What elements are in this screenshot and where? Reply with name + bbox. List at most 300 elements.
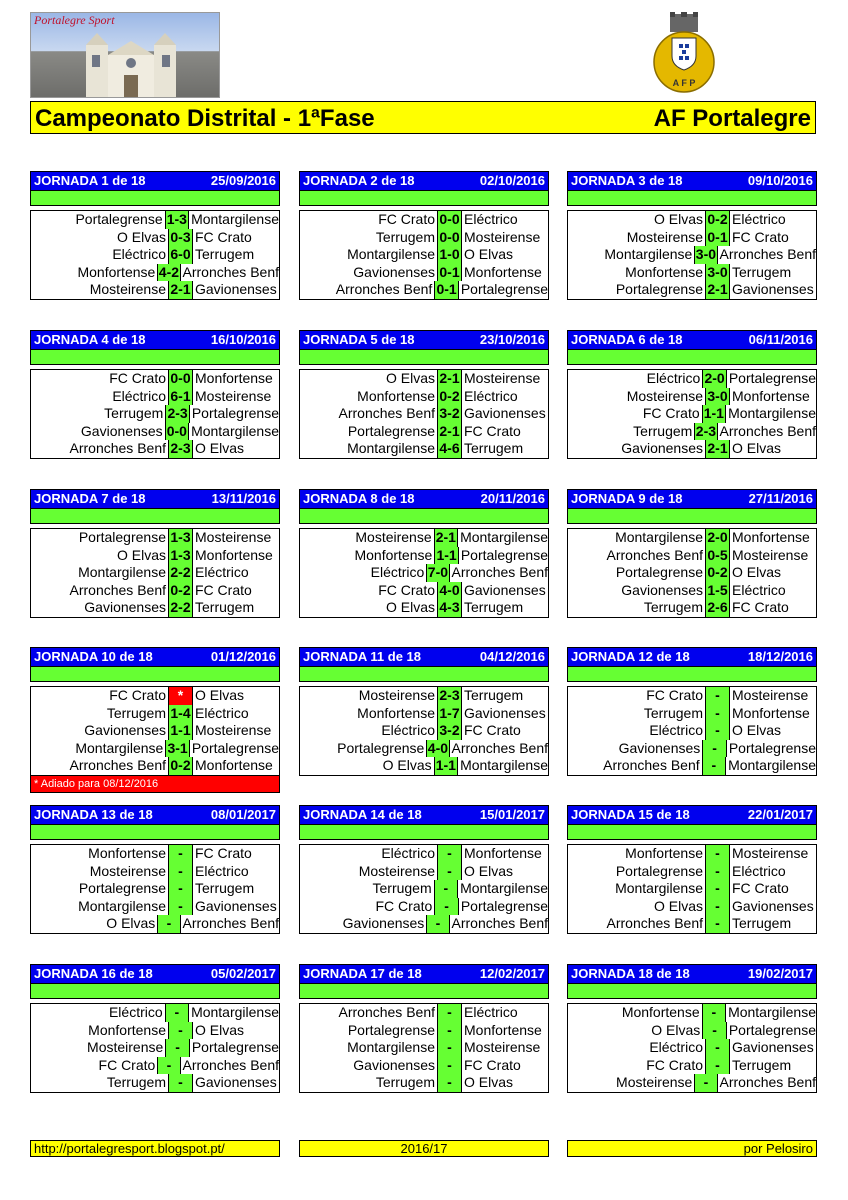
away-team: O Elvas bbox=[464, 1074, 514, 1091]
score: 1-4 bbox=[169, 705, 193, 723]
home-team: FC Crato bbox=[31, 687, 169, 705]
game-row bbox=[31, 370, 279, 388]
home-team: Mosteirense bbox=[568, 1074, 695, 1092]
away-team: Portalegrense bbox=[728, 739, 816, 756]
away-team: Gavionenses bbox=[464, 581, 546, 598]
score: 2-1 bbox=[438, 370, 462, 388]
score: 4-6 bbox=[438, 440, 462, 458]
score: - bbox=[438, 1004, 462, 1022]
home-team: Monfortense bbox=[31, 845, 169, 863]
away-team: Portalegrense bbox=[460, 281, 548, 298]
round-block bbox=[30, 489, 280, 618]
home-team: Mosteirense bbox=[31, 1039, 166, 1057]
score: 2-3 bbox=[438, 687, 462, 705]
home-team: Monfortense bbox=[31, 1022, 169, 1040]
home-team: FC Crato bbox=[300, 898, 435, 916]
home-team: Portalegrense bbox=[300, 423, 438, 441]
game-row bbox=[31, 211, 279, 229]
home-team: Terrugem bbox=[300, 1074, 438, 1092]
score: 2-3 bbox=[169, 440, 193, 458]
score: - bbox=[703, 757, 726, 775]
score: - bbox=[427, 915, 449, 933]
round-name: JORNADA 14 de 18 bbox=[303, 807, 422, 822]
home-team: O Elvas bbox=[31, 229, 169, 247]
home-team: Arronches Benf bbox=[31, 757, 169, 775]
games-list bbox=[567, 686, 817, 776]
score: - bbox=[695, 1074, 717, 1092]
round-name: JORNADA 5 de 18 bbox=[303, 332, 415, 347]
away-team: Mosteirense bbox=[464, 228, 541, 245]
away-team: Eléctrico bbox=[195, 564, 249, 581]
round-header bbox=[30, 171, 280, 190]
away-team: Terrugem bbox=[732, 263, 792, 280]
round-header bbox=[567, 330, 817, 349]
score: - bbox=[706, 1057, 730, 1075]
away-team: Terrugem bbox=[464, 687, 524, 703]
game-row bbox=[300, 845, 548, 863]
game-row bbox=[568, 863, 816, 881]
round-green-band bbox=[30, 190, 280, 206]
game-row bbox=[300, 405, 548, 423]
round-green-band bbox=[30, 508, 280, 524]
home-team: O Elvas bbox=[31, 547, 169, 565]
game-row bbox=[300, 246, 548, 264]
score: - bbox=[706, 863, 730, 881]
score: 0-0 bbox=[166, 423, 189, 441]
game-row bbox=[31, 281, 279, 299]
round-header bbox=[567, 647, 817, 666]
round-green-band bbox=[299, 983, 549, 999]
score: - bbox=[166, 1039, 190, 1057]
score: 0-2 bbox=[706, 564, 730, 582]
away-team: Monfortense bbox=[732, 387, 810, 404]
game-row bbox=[568, 582, 816, 600]
home-team: Portalegrense bbox=[300, 740, 427, 758]
home-team: Montargilense bbox=[31, 898, 169, 916]
round-block bbox=[30, 647, 280, 793]
round-green-band bbox=[567, 983, 817, 999]
game-row bbox=[31, 229, 279, 247]
away-team: Gavionenses bbox=[464, 405, 546, 422]
home-team: Terrugem bbox=[568, 599, 706, 617]
round-green-band bbox=[567, 349, 817, 365]
game-row bbox=[31, 740, 279, 758]
home-team: Eléctrico bbox=[31, 388, 169, 406]
game-row bbox=[31, 1022, 279, 1040]
game-row bbox=[568, 211, 816, 229]
game-row bbox=[300, 1074, 548, 1092]
footer-url[interactable]: http://portalegresport.blogspot.pt/ bbox=[30, 1140, 280, 1157]
away-team: O Elvas bbox=[464, 246, 514, 263]
away-team: Portalegrense bbox=[728, 1021, 816, 1038]
score: - bbox=[435, 880, 458, 898]
away-team: O Elvas bbox=[732, 564, 782, 581]
away-team: Mosteirense bbox=[464, 1039, 541, 1056]
round-header bbox=[299, 964, 549, 983]
home-team: Montargilense bbox=[568, 529, 706, 547]
round-header bbox=[30, 805, 280, 824]
score: - bbox=[703, 740, 727, 758]
score: 4-0 bbox=[427, 739, 449, 756]
home-team: O Elvas bbox=[568, 1022, 703, 1040]
score: 1-3 bbox=[169, 529, 193, 547]
away-team: Arronches Benf bbox=[182, 263, 279, 280]
score: 0-1 bbox=[435, 281, 459, 299]
round-date: 16/10/2016 bbox=[210, 332, 276, 347]
score: 2-0 bbox=[706, 529, 730, 547]
games-list bbox=[299, 1003, 549, 1093]
score: - bbox=[169, 898, 193, 916]
game-row bbox=[568, 722, 816, 740]
game-row bbox=[300, 564, 548, 582]
round-date: 12/02/2017 bbox=[479, 966, 545, 981]
game-row bbox=[31, 863, 279, 881]
score: 3-0 bbox=[706, 388, 730, 406]
round-green-band bbox=[299, 190, 549, 206]
home-team: Mosteirense bbox=[300, 863, 438, 881]
round-header bbox=[30, 330, 280, 349]
home-team: Terrugem bbox=[300, 229, 438, 247]
round-header bbox=[567, 805, 817, 824]
round-date: 18/12/2016 bbox=[747, 649, 813, 664]
home-team: Portalegrense bbox=[31, 880, 169, 898]
round-name: JORNADA 16 de 18 bbox=[34, 966, 153, 981]
game-row bbox=[31, 405, 279, 423]
round-block bbox=[299, 171, 549, 300]
game-row bbox=[31, 1039, 279, 1057]
away-team: Arronches Benf bbox=[719, 246, 816, 263]
footer-season: 2016/17 bbox=[299, 1140, 549, 1157]
away-team: Arronches Benf bbox=[451, 739, 548, 756]
round-date: 02/10/2016 bbox=[479, 173, 545, 188]
home-team: Mosteirense bbox=[31, 863, 169, 881]
home-team: Gavionenses bbox=[568, 740, 703, 758]
score: - bbox=[435, 898, 459, 916]
round-header bbox=[299, 805, 549, 824]
round-green-band bbox=[30, 349, 280, 365]
away-team: Gavionenses bbox=[195, 1074, 277, 1091]
games-list bbox=[30, 1003, 280, 1093]
round-name: JORNADA 13 de 18 bbox=[34, 807, 153, 822]
score: - bbox=[169, 1074, 193, 1092]
round-name: JORNADA 2 de 18 bbox=[303, 173, 415, 188]
game-row bbox=[31, 845, 279, 863]
round-block bbox=[567, 647, 817, 776]
score: 2-2 bbox=[169, 564, 193, 582]
round-block bbox=[299, 330, 549, 459]
score: 1-1 bbox=[435, 547, 459, 565]
game-row bbox=[568, 264, 816, 282]
game-row bbox=[31, 529, 279, 547]
round-name: JORNADA 12 de 18 bbox=[571, 649, 690, 664]
round-name: JORNADA 7 de 18 bbox=[34, 491, 146, 506]
home-team: Monfortense bbox=[568, 1004, 703, 1022]
game-row bbox=[300, 211, 548, 229]
game-row bbox=[568, 880, 816, 898]
score: 0-2 bbox=[438, 388, 462, 406]
home-team: Arronches Benf bbox=[568, 547, 706, 565]
score: 1-3 bbox=[169, 547, 193, 565]
brand-name: Portalegre Sport bbox=[34, 13, 115, 27]
round-name: JORNADA 18 de 18 bbox=[571, 966, 690, 981]
score: 0-2 bbox=[169, 582, 193, 600]
score: - bbox=[706, 898, 730, 916]
game-row bbox=[568, 740, 816, 758]
score: 0-0 bbox=[438, 211, 462, 229]
away-team: Montargilense bbox=[728, 1004, 816, 1020]
away-team: Monfortense bbox=[195, 370, 273, 386]
score: 4-3 bbox=[438, 599, 462, 617]
home-team: Montargilense bbox=[31, 564, 169, 582]
score: - bbox=[706, 705, 730, 723]
score: 1-7 bbox=[438, 705, 462, 723]
round-date: 13/11/2016 bbox=[211, 491, 276, 506]
score: 0-2 bbox=[169, 757, 193, 775]
game-row bbox=[300, 582, 548, 600]
round-block bbox=[567, 964, 817, 1093]
home-team: Eléctrico bbox=[300, 564, 427, 582]
home-team: Arronches Benf bbox=[568, 915, 706, 933]
home-team: Monfortense bbox=[31, 264, 158, 282]
round-name: JORNADA 4 de 18 bbox=[34, 332, 146, 347]
round-block bbox=[567, 171, 817, 300]
score: 2-1 bbox=[706, 281, 730, 299]
home-team: Portalegrense bbox=[568, 564, 706, 582]
game-row bbox=[300, 1039, 548, 1057]
game-row bbox=[300, 281, 548, 299]
away-team: Portalegrense bbox=[191, 1039, 279, 1056]
away-team: Montargilense bbox=[728, 757, 816, 774]
home-team: O Elvas bbox=[300, 757, 435, 775]
game-row bbox=[568, 845, 816, 863]
home-team: Arronches Benf bbox=[31, 582, 169, 600]
game-row bbox=[568, 529, 816, 547]
home-team: Mosteirense bbox=[568, 388, 706, 406]
round-green-band bbox=[567, 190, 817, 206]
home-team: Eléctrico bbox=[568, 722, 706, 740]
score: - bbox=[703, 1022, 727, 1040]
away-team: O Elvas bbox=[195, 1021, 245, 1038]
away-team: Mosteirense bbox=[195, 387, 272, 404]
away-team: Eléctrico bbox=[732, 862, 786, 879]
game-row bbox=[568, 246, 816, 264]
home-team: FC Crato bbox=[31, 1057, 158, 1075]
home-team: Terrugem bbox=[300, 880, 435, 898]
home-team: FC Crato bbox=[300, 582, 438, 600]
home-team: Portalegrense bbox=[31, 211, 166, 229]
round-name: JORNADA 3 de 18 bbox=[571, 173, 683, 188]
away-team: O Elvas bbox=[732, 722, 782, 739]
home-team: Montargilense bbox=[300, 1039, 438, 1057]
away-team: Montargilense bbox=[728, 405, 816, 422]
games-list bbox=[30, 686, 280, 776]
games-list bbox=[567, 1003, 817, 1093]
game-row bbox=[568, 1004, 816, 1022]
score: - bbox=[706, 1039, 730, 1057]
round-date: 05/02/2017 bbox=[210, 966, 276, 981]
away-team: Gavionenses bbox=[464, 704, 546, 721]
game-row bbox=[300, 440, 548, 458]
home-team: Terrugem bbox=[568, 423, 695, 441]
home-team: Mosteirense bbox=[300, 529, 435, 547]
score: 3-1 bbox=[166, 740, 190, 758]
round-header bbox=[30, 647, 280, 666]
games-list bbox=[299, 369, 549, 459]
away-team: Arronches Benf bbox=[451, 564, 548, 581]
away-team: O Elvas bbox=[732, 440, 782, 457]
game-row bbox=[31, 582, 279, 600]
away-team: Portalegrense bbox=[191, 405, 279, 422]
away-team: Mosteirense bbox=[732, 546, 809, 563]
game-row bbox=[31, 915, 279, 933]
game-row bbox=[300, 687, 548, 705]
away-team: Eléctrico bbox=[732, 211, 786, 227]
away-team: Monfortense bbox=[464, 845, 542, 861]
game-row bbox=[300, 915, 548, 933]
game-row bbox=[300, 229, 548, 247]
home-team: FC Crato bbox=[568, 1057, 706, 1075]
score: - bbox=[706, 915, 730, 933]
game-row bbox=[568, 599, 816, 617]
game-row bbox=[568, 388, 816, 406]
away-team: Eléctrico bbox=[195, 862, 249, 879]
game-row bbox=[568, 1039, 816, 1057]
home-team: Arronches Benf bbox=[568, 757, 703, 775]
home-team: Monfortense bbox=[300, 547, 435, 565]
game-row bbox=[31, 1004, 279, 1022]
away-team: Mosteirense bbox=[195, 529, 272, 545]
score: - bbox=[158, 1057, 180, 1075]
home-team: FC Crato bbox=[568, 687, 706, 705]
game-row bbox=[568, 423, 816, 441]
game-row bbox=[300, 423, 548, 441]
game-row bbox=[300, 1022, 548, 1040]
round-green-band bbox=[567, 666, 817, 682]
home-team: Mosteirense bbox=[568, 229, 706, 247]
home-team: Gavionenses bbox=[300, 264, 438, 282]
home-team: Eléctrico bbox=[568, 1039, 706, 1057]
game-row bbox=[568, 915, 816, 933]
home-team: Mosteirense bbox=[300, 687, 438, 705]
game-row bbox=[568, 564, 816, 582]
game-row bbox=[568, 705, 816, 723]
home-team: Portalegrense bbox=[568, 863, 706, 881]
away-team: Montargilense bbox=[191, 1004, 279, 1020]
away-team: Arronches Benf bbox=[182, 915, 279, 932]
game-row bbox=[300, 529, 548, 547]
afp-crest-logo bbox=[652, 12, 716, 94]
away-team: Eléctrico bbox=[464, 387, 518, 404]
home-team: Gavionenses bbox=[568, 440, 706, 458]
round-block bbox=[299, 489, 549, 618]
home-team: O Elvas bbox=[300, 370, 438, 388]
game-row bbox=[31, 599, 279, 617]
home-team: Gavionenses bbox=[300, 1057, 438, 1075]
round-date: 04/12/2016 bbox=[479, 649, 545, 664]
round-block bbox=[567, 330, 817, 459]
away-team: Montargilense bbox=[191, 422, 279, 439]
round-date: 25/09/2016 bbox=[210, 173, 276, 188]
away-team: Gavionenses bbox=[732, 1039, 814, 1056]
away-team: Portalegrense bbox=[728, 370, 816, 386]
title-bar bbox=[30, 101, 816, 134]
away-team: FC Crato bbox=[732, 228, 789, 245]
score: 2-1 bbox=[435, 529, 458, 547]
away-team: FC Crato bbox=[195, 581, 252, 598]
home-team: FC Crato bbox=[568, 405, 703, 423]
game-row bbox=[31, 547, 279, 565]
home-team: Arronches Benf bbox=[300, 1004, 438, 1022]
home-team: Montargilense bbox=[568, 246, 695, 264]
game-row bbox=[300, 388, 548, 406]
game-row bbox=[300, 722, 548, 740]
away-team: FC Crato bbox=[195, 845, 252, 861]
game-row bbox=[568, 1074, 816, 1092]
round-date: 15/01/2017 bbox=[479, 807, 545, 822]
score: 1-1 bbox=[703, 405, 726, 423]
away-team: Montargilense bbox=[460, 757, 548, 774]
away-team: Eléctrico bbox=[464, 1004, 518, 1020]
game-row bbox=[31, 722, 279, 740]
round-block bbox=[299, 964, 549, 1093]
score: 2-3 bbox=[695, 422, 717, 439]
game-row bbox=[300, 547, 548, 565]
game-row bbox=[568, 229, 816, 247]
game-row bbox=[300, 863, 548, 881]
round-green-band bbox=[567, 508, 817, 524]
round-block bbox=[30, 964, 280, 1093]
round-date: 06/11/2016 bbox=[748, 332, 813, 347]
home-team: Eléctrico bbox=[300, 845, 438, 863]
score: - bbox=[166, 1004, 189, 1022]
game-row bbox=[300, 740, 548, 758]
game-row bbox=[300, 1057, 548, 1075]
round-date: 09/10/2016 bbox=[747, 173, 813, 188]
score: 6-0 bbox=[169, 246, 193, 264]
away-team: O Elvas bbox=[464, 862, 514, 879]
home-team: Gavionenses bbox=[31, 423, 166, 441]
portalegre-sport-photo bbox=[30, 12, 220, 98]
game-row bbox=[31, 757, 279, 775]
round-date: 23/10/2016 bbox=[479, 332, 545, 347]
away-team: O Elvas bbox=[195, 687, 245, 703]
page-title: Campeonato Distrital - 1ªFase bbox=[35, 105, 375, 132]
home-team: Arronches Benf bbox=[31, 440, 169, 458]
away-team: Portalegrense bbox=[191, 739, 279, 756]
away-team: Arronches Benf bbox=[719, 422, 816, 439]
footer-author: por Pelosiro bbox=[567, 1140, 817, 1157]
round-block bbox=[30, 330, 280, 459]
round-date: 27/11/2016 bbox=[748, 491, 813, 506]
game-row bbox=[568, 370, 816, 388]
away-team: Portalegrense bbox=[460, 546, 548, 563]
home-team: FC Crato bbox=[300, 211, 438, 229]
round-header bbox=[299, 647, 549, 666]
games-list bbox=[299, 210, 549, 300]
games-list bbox=[30, 369, 280, 459]
away-team: Montargilense bbox=[460, 880, 548, 897]
home-team: Arronches Benf bbox=[300, 281, 435, 299]
score: - bbox=[703, 1004, 726, 1022]
game-row bbox=[31, 705, 279, 723]
game-row bbox=[31, 1074, 279, 1092]
round-name: JORNADA 6 de 18 bbox=[571, 332, 683, 347]
round-header bbox=[567, 489, 817, 508]
score: 6-1 bbox=[169, 388, 193, 406]
score: - bbox=[438, 1039, 462, 1057]
score: - bbox=[169, 845, 193, 863]
games-list bbox=[299, 844, 549, 934]
